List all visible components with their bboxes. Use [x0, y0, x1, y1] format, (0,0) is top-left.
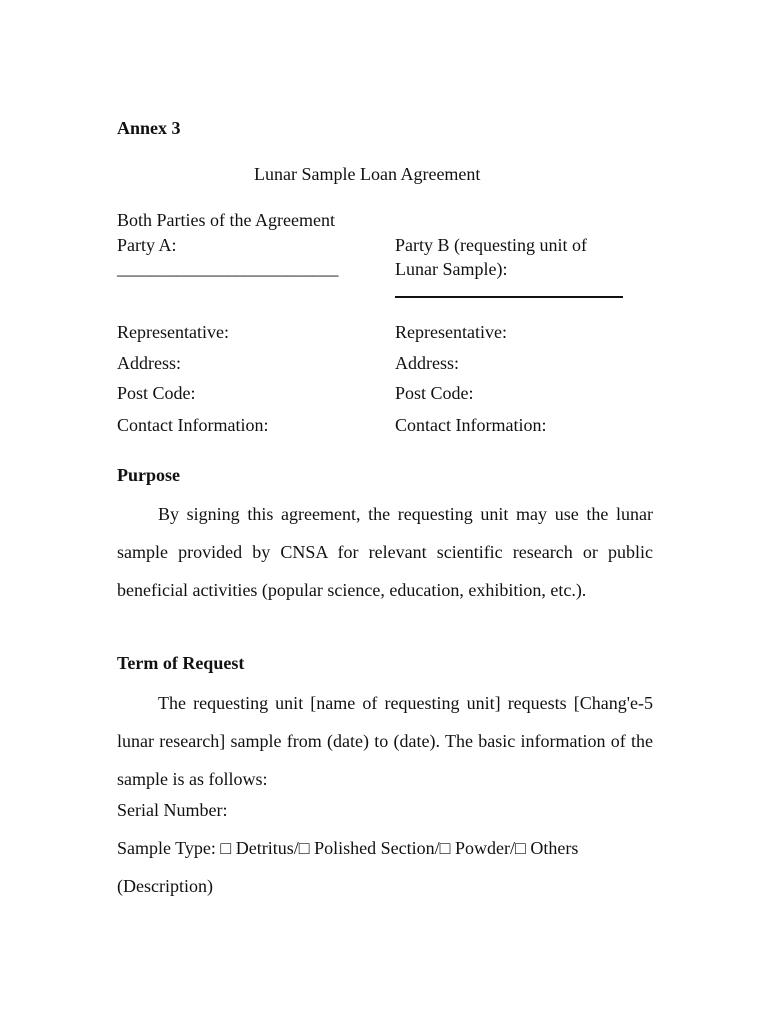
party-b-label-line2: Lunar Sample): [395, 259, 508, 279]
party-a-contact-label: Contact Information: [117, 415, 269, 435]
purpose-paragraph [117, 495, 653, 609]
party-b-address-label: Address: [395, 353, 459, 373]
party-b-contact-label: Contact Information: [395, 415, 547, 435]
serial-number-label: Serial Number: [117, 800, 228, 820]
party-a-blank-line: __________________________ [117, 258, 338, 278]
term-paragraph [117, 684, 653, 798]
party-a-representative-label: Representative: [117, 322, 229, 342]
purpose-text: By signing this agreement, the requesting unit may use the lunar sample provided by CNSA for relevant scientific research or public beneficial activities (popular science, education, exhibition, etc.). [117, 504, 653, 600]
party-a-label: Party A: [117, 235, 177, 255]
sample-description-label: (Description) [117, 876, 213, 896]
party-b-blank-line [395, 296, 623, 298]
party-b-label-line1: Party B (requesting unit of [395, 235, 587, 255]
term-heading: Term of Request [117, 653, 245, 673]
purpose-heading: Purpose [117, 465, 180, 485]
parties-heading: Both Parties of the Agreement [117, 210, 335, 230]
document-title: Lunar Sample Loan Agreement [254, 164, 481, 184]
party-a-post-code-label: Post Code: [117, 383, 196, 403]
party-a-address-label: Address: [117, 353, 181, 373]
term-text: The requesting unit [name of requesting unit] requests [Chang'e-5 lunar research] sample from (date) to (date). The basic information of the sample is as follows: [117, 693, 653, 789]
annex-label: Annex 3 [117, 118, 181, 138]
party-b-post-code-label: Post Code: [395, 383, 474, 403]
party-b-representative-label: Representative: [395, 322, 507, 342]
sample-type-line: Sample Type: □ Detritus/□ Polished Section/□ Powder/□ Others [117, 838, 579, 858]
